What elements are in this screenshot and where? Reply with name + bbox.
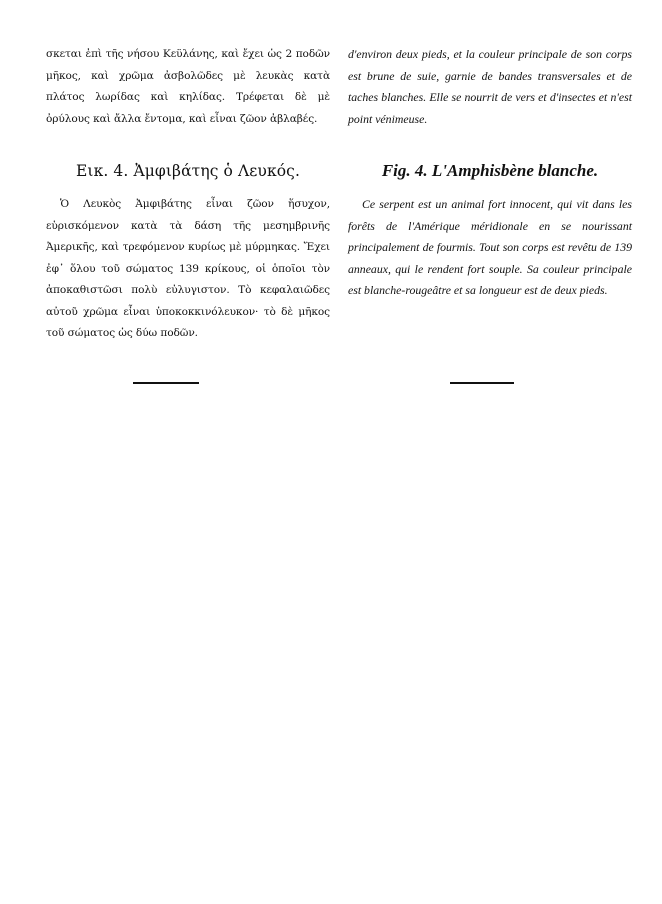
left-section-divider bbox=[133, 382, 199, 384]
right-section-divider bbox=[450, 382, 514, 384]
greek-body-paragraph: Ὁ Λευκὸς Ἀμφιβάτης εἶναι ζῶον ἥσυχον, εὑρισκόμενον κατὰ τὰ δάση τῆς μεσημβρινῆς Ἀμερικῆς, καὶ τρεφόμενον κυρίως μὲ μύρμηκας. Ἔχει ἐφ᾽ ὅλου τοῦ σώματος 139 κρίκους, οἱ ὁποῖοι τὸν ἀποκαθιστῶσι πολὺ εὐλυγιστον. Τὸ κεφαλαιῶδες αὐτοῦ χρῶμα εἶναι ὑποκοκκινόλευκον· τὸ δὲ μῆκος τοῦ σώματος ὡς δύω ποδῶν. bbox=[46, 198, 330, 339]
greek-continuation-paragraph: σκεται ἐπὶ τῆς νήσου Κεϋλάνης, καὶ ἔχει ὡς 2 ποδῶν μῆκος, καὶ χρῶμα ἀσβολῶδες μὲ λευκὰς κατὰ πλάτος λωρίδας καὶ κηλίδας. Τρέφεται δὲ μὲ ὀρύλους καὶ ἄλλα ἔντομα, καὶ εἶναι ζῶον ἀβλαβές. bbox=[46, 48, 330, 125]
greek-column bbox=[46, 44, 330, 345]
french-body-paragraph: Ce serpent est un animal fort innocent, qui vit dans les forêts de l'Amérique méridionale en se nourissant principalement de fourmis. Tout son corps est revêtu de 139 anneaux, qui le rendent fort souple. Sa couleur principale est blanche-rougeâtre et sa longueur est de deux pieds. bbox=[348, 197, 632, 297]
french-figure-heading: Fig. 4. L'Amphisbène blanche. bbox=[381, 161, 599, 180]
french-continuation-paragraph: d'environ deux pieds, et la couleur principale de son corps est brune de suie, garnie de bandes transversales et de taches blanches. Elle se nourrit de vers et d'insectes et n'est point vénimeuse. bbox=[348, 47, 632, 126]
greek-figure-heading: Εικ. 4. Ἀμφιβάτης ὁ Λευκός. bbox=[76, 162, 300, 180]
french-column bbox=[348, 44, 632, 302]
